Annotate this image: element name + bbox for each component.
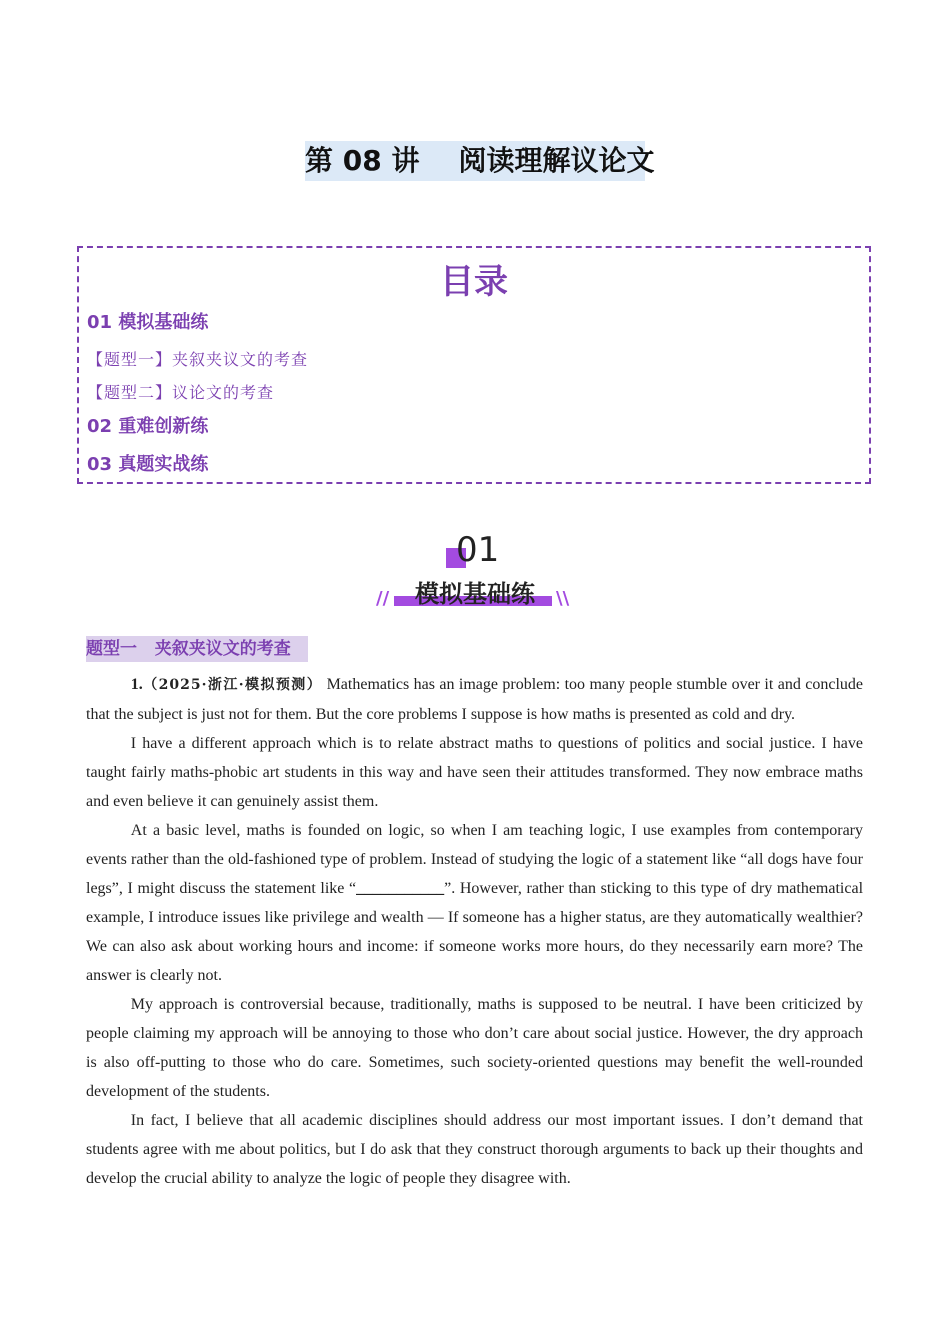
table-of-contents: [77, 246, 871, 484]
toc-item-02[interactable]: 02 重难创新练: [87, 416, 209, 437]
toc-item-type-2[interactable]: 【题型二】议论文的考查: [87, 383, 275, 402]
toc-item-type-1[interactable]: 【题型一】夹叙夹议文的考查: [87, 350, 309, 369]
slash-left-icon: //: [376, 588, 390, 609]
paragraph-4: My approach is controversial because, traditionally, maths is supposed to be neutral. I have been criticized by people claiming my approach will be annoying to those who don’t care about social justice. However, the dry approach is also off-putting to those who do care. Sometimes, such society-oriented questions may benefit the well-rounded development of the students.: [86, 996, 863, 1100]
toc-item-03[interactable]: 03 真题实战练: [87, 454, 209, 475]
section-header: [370, 530, 580, 610]
page-title: 第 08 讲 阅读理解议论文: [305, 141, 645, 181]
paragraph-3-text-a: At a basic level, maths is founded on logic, so when I am teaching logic, I use examples from contemporary events rather than the old-fashioned type of problem. Instead of studying the logic of a statement like “all dogs have four legs”, I might discuss the statement like “: [86, 822, 863, 897]
slash-right-icon: \\: [556, 588, 570, 609]
reading-passage: [86, 670, 863, 1193]
question-number: 1.: [130, 676, 143, 693]
paragraph-5: In fact, I believe that all academic disciplines should address our most important issues. I don’t demand that students agree with me about politics, but I do ask that they construct thorough arguments to back up their thoughts and develop the crucial ability to analyze the logic of people they disagree with.: [86, 1112, 863, 1187]
paragraph-1: [86, 670, 863, 729]
question-source: （2025·浙江·模拟预测）: [142, 677, 323, 693]
section-number: 01: [456, 530, 500, 570]
answer-blank[interactable]: ___________: [356, 880, 445, 897]
paragraph-3: [86, 816, 863, 990]
paragraph-2: I have a different approach which is to relate abstract maths to questions of politics and social justice. I have taught fairly maths-phobic art students in this way and have seen their attitudes transformed. They now embrace maths and even believe it can genuinely assist them.: [86, 735, 863, 810]
toc-item-01[interactable]: 01 模拟基础练: [87, 312, 209, 333]
question-type-heading: 题型一 夹叙夹议文的考查: [86, 636, 308, 662]
toc-heading: 目录: [440, 262, 508, 302]
paragraph-3-text-b: ”. However, rather than sticking to this type of dry mathematical example, I introduce issues like privilege and wealth — If someone has a higher status, are they automatically wealthier? We can also ask about working hours and income: if someone works more hours, do they necessarily earn more? The answer is clearly not.: [86, 880, 864, 984]
section-label: 模拟基础练: [415, 580, 535, 608]
paragraph-1-text: Mathematics has an image problem: too many people stumble over it and conclude that the subject is just not for them. But the core problems I suppose is how maths is presented as cold and dry.: [86, 676, 864, 723]
